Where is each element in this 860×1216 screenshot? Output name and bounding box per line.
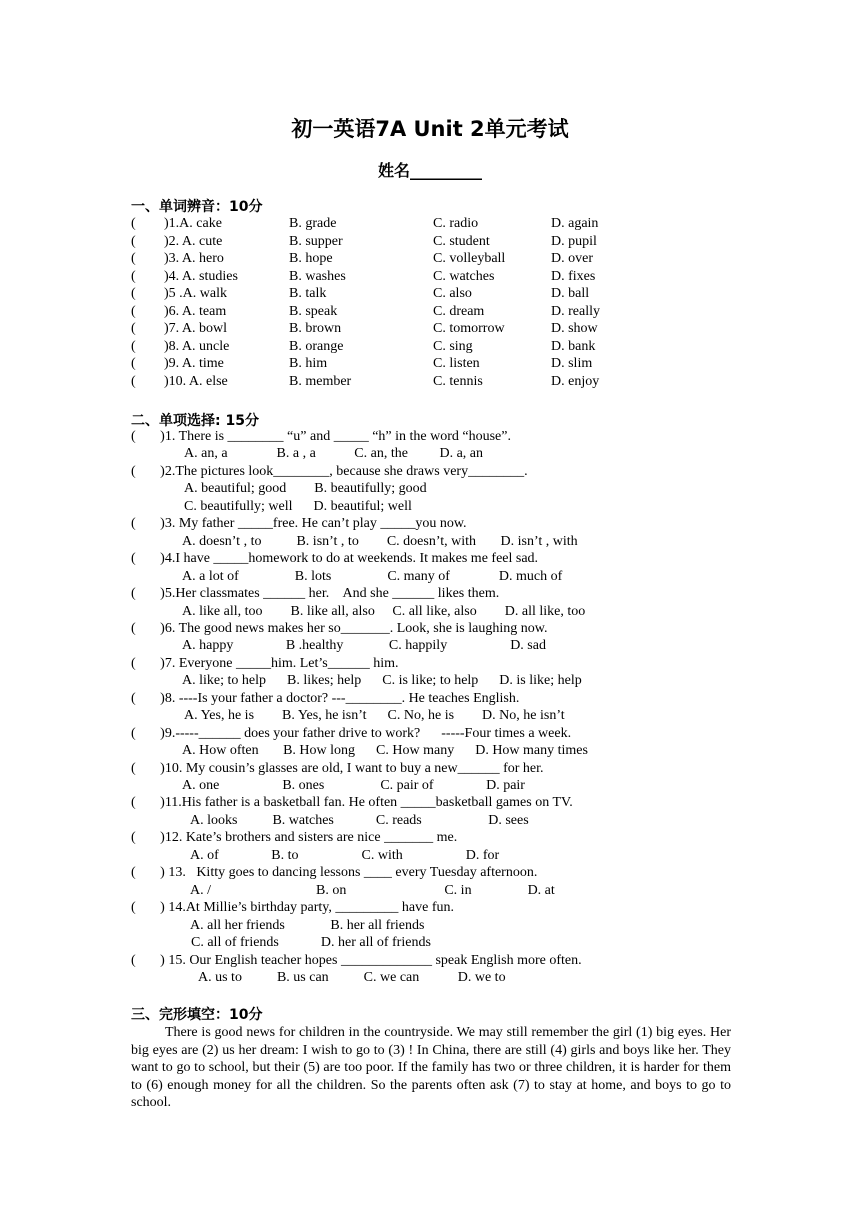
name-field-label: 姓名_________ [377,161,482,180]
question-line: ( )11.His father is a basketball fan. He often _____basketball games on TV. [131,795,573,811]
question-line: ( ) 14.At Millie’s birthday party, _________ have fun. [131,900,454,916]
options-line: A. like; to help B. likes; help C. is like; to help D. is like; help [182,673,582,689]
options-line: C. beautifully; well D. beautiful; well [184,498,412,514]
option-c: C. sing [433,338,473,354]
option-d: D. slim [551,356,593,371]
options-line: A. like all, too B. like all, also C. all like, also D. all like, too [182,603,586,619]
option-c: C. student [433,233,490,249]
question-line: ( )7. Everyone _____him. Let’s______ him. [131,655,399,671]
option-n: )6. A. team [164,303,227,319]
option-n: )5 .A. walk [164,286,227,301]
answer-bracket: ( [131,286,136,301]
option-d: D. bank [551,338,596,354]
option-b: B. speak [289,303,338,319]
question-line: ( )4.I have _____homework to do at weekends. It makes me feel sad. [131,551,539,567]
answer-bracket: ( [131,268,136,284]
question-line: ( )9.-----______ does your father drive to work? -----Four times a week. [131,725,572,741]
section3-heading: 三、完形填空：10分 [131,1007,263,1023]
option-c: C. also [433,286,472,301]
option-d: D. over [551,251,593,266]
options-line: A. one B. ones C. pair of D. pair [182,778,525,793]
answer-bracket: ( [131,356,136,371]
option-c: C. tennis [433,373,483,389]
section2-heading: 二、单项选择: 15分 [131,413,259,429]
option-n: )2. A. cute [164,233,223,249]
option-n: )7. A. bowl [164,321,227,336]
option-n: )10. A. else [164,373,228,389]
question-line: ( ) 13. Kitty goes to dancing lessons ____ every Tuesday afternoon. [131,865,538,881]
cloze-paragraph: There is good news for children in the countryside. We may still remember the girl (1) big eyes. Her big eyes are (2) us her dream: I wish to go to (3) ! In China, there are still (4) girls and boys like her. They want to go to school, but their (5) are too poor. If the family has two or three children, it is harder for them to (6) enough money for all the children. So the parents often ask (7) to stay at home, and boys to go to school. [131,1025,731,1111]
option-d: D. really [551,303,600,319]
answer-bracket: ( [131,373,136,389]
option-b: B. hope [289,251,333,266]
options-line: A. of B. to C. with D. for [190,847,500,863]
options-line: A. an, a B. a , a C. an, the D. a, an [184,446,483,462]
options-line: A. us to B. us can C. we can D. we to [198,969,506,985]
option-b: B. supper [289,233,343,249]
option-b: B. brown [289,321,342,336]
option-b: B. grade [289,216,337,231]
option-n: )8. A. uncle [164,338,230,354]
answer-bracket: ( [131,216,136,231]
options-line: A. Yes, he is B. Yes, he isn’t C. No, he is D. No, he isn’t [184,708,565,724]
question-line: ( )6. The good news makes her so_______. Look, she is laughing now. [131,620,548,636]
option-c: C. volleyball [433,251,506,266]
option-b: B. orange [289,338,344,354]
options-line: A. all her friends B. her all friends [190,917,425,933]
options-line: A. beautiful; good B. beautifully; good [184,481,427,497]
question-line: ( ) 15. Our English teacher hopes _____________ speak English more often. [131,952,582,968]
page-title: 初一英语7A Unit 2单元考试 [291,117,569,141]
option-n: )1.A. cake [164,216,222,231]
options-line: C. all of friends D. her all of friends [191,935,431,951]
options-line: A. How often B. How long C. How many D. How many times [182,743,588,759]
option-n: )9. A. time [164,356,224,371]
options-line: A. happy B .healthy C. happily D. sad [182,638,546,654]
option-d: D. show [551,321,598,336]
option-c: C. watches [433,268,495,284]
options-line: A. doesn’t , to B. isn’t , to C. doesn’t, with D. isn’t , with [182,533,578,549]
question-line: ( )3. My father _____free. He can’t play _____you now. [131,516,467,532]
option-d: D. enjoy [551,373,600,389]
option-d: D. again [551,216,599,231]
answer-bracket: ( [131,321,136,336]
question-line: ( )5.Her classmates ______ her. And she ______ likes them. [131,586,500,602]
question-line: ( )1. There is ________ “u” and _____ “h” in the word “house”. [131,429,511,444]
option-n: )4. A. studies [164,268,238,284]
answer-bracket: ( [131,303,136,319]
option-d: D. ball [551,286,590,301]
option-n: )3. A. hero [164,251,224,266]
option-c: C. dream [433,303,485,319]
options-line: A. looks B. watches C. reads D. sees [190,812,529,828]
answer-bracket: ( [131,338,136,354]
option-b: B. member [289,373,352,389]
option-c: C. tomorrow [433,321,505,336]
option-b: B. washes [289,268,346,284]
answer-bracket: ( [131,251,136,266]
options-line: A. / B. on C. in D. at [190,882,555,898]
option-b: B. talk [289,286,327,301]
option-c: C. radio [433,216,479,231]
question-line: ( )10. My cousin’s glasses are old, I want to buy a new______ for her. [131,760,544,776]
option-d: D. pupil [551,233,597,249]
option-b: B. him [289,356,328,371]
option-d: D. fixes [551,268,596,284]
answer-bracket: ( [131,233,136,249]
section1-heading: 一、单词辨音：10分 [131,199,263,215]
question-line: ( )12. Kate’s brothers and sisters are nice _______ me. [131,830,458,846]
option-c: C. listen [433,356,480,371]
question-line: ( )8. ----Is your father a doctor? ---________. He teaches English. [131,690,520,706]
question-line: ( )2.The pictures look________, because she draws very________. [131,463,528,479]
options-line: A. a lot of B. lots C. many of D. much of [182,568,563,584]
